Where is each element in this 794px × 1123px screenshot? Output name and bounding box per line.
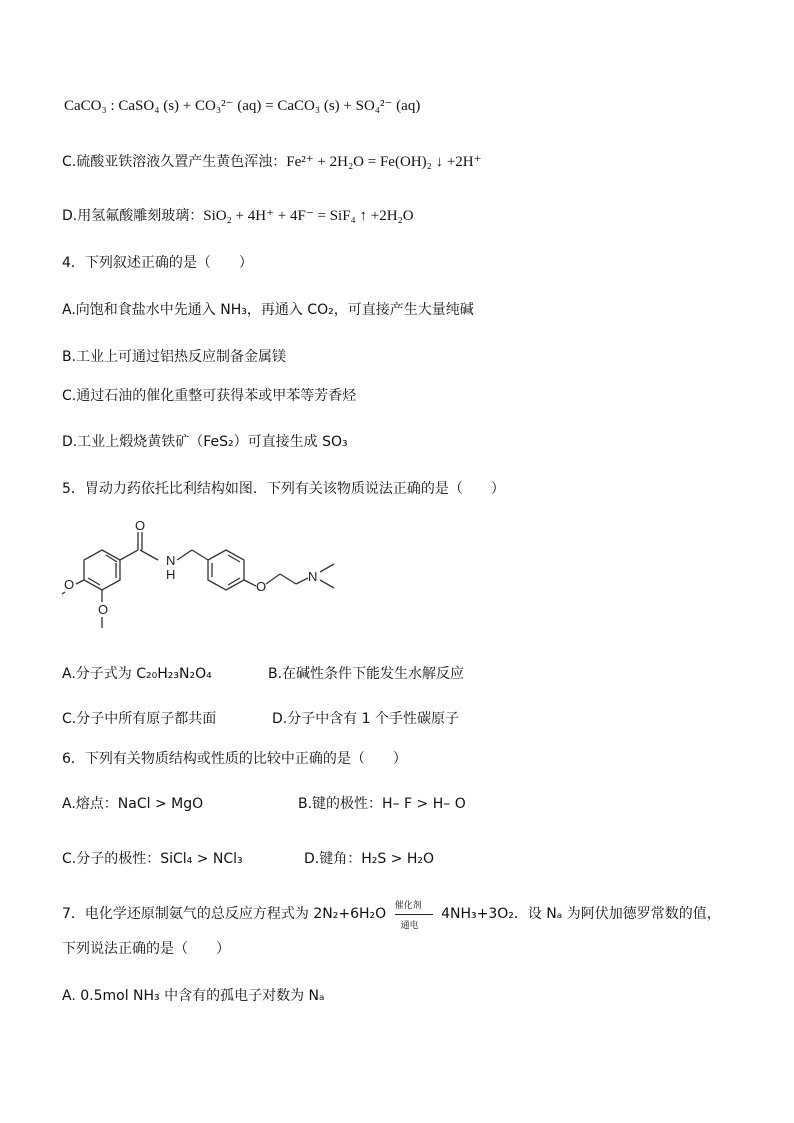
arrow-line xyxy=(395,914,433,915)
q7-stem-line1 xyxy=(62,901,721,931)
q7-stem-line2: 下列说法正确的是（ ） xyxy=(62,941,230,957)
atom-o-methoxy: O xyxy=(64,577,75,592)
benzene-ring-1 xyxy=(84,550,120,590)
q4-option-d: D.工业上煅烧黄铁矿（FeS₂）可直接生成 SO₃ xyxy=(62,434,348,450)
q6-stem: 6．下列有关物质结构或性质的比较中正确的是（ ） xyxy=(62,751,407,767)
bond xyxy=(62,592,65,598)
atom-h-amide: H xyxy=(166,567,176,582)
q3-option-c-equation: Fe²⁺ + 2H₂O = Fe(OH)₂ ↓ +2H⁺ xyxy=(286,154,482,170)
q5-option-d: D.分子中含有 1 个手性碳原子 xyxy=(272,711,460,727)
bond xyxy=(140,550,158,560)
atom-o-methoxy: O xyxy=(98,602,109,617)
equation-line: CaCO₃ : CaSO₄ (s) + CO₃²⁻ (aq) = CaCO₃ (s) + SO₄²⁻ (aq) xyxy=(64,98,421,114)
q5-option-c: C.分子中所有原子都共面 xyxy=(62,711,217,727)
q7-option-a: A. 0.5mol NH₃ 中含有的孤电子对数为 Nₐ xyxy=(62,988,325,1004)
ring1-double-bond xyxy=(106,555,117,562)
atom-o-ether: O xyxy=(256,579,267,594)
bond xyxy=(296,578,308,584)
bond xyxy=(244,580,256,586)
bond xyxy=(266,574,280,584)
bond xyxy=(76,580,84,584)
bond xyxy=(320,580,334,588)
q7-stem-part1: 7．电化学还原制氨气的总反应方程式为 2N₂+6H₂O xyxy=(62,906,387,922)
arrow-catalyst-label: 催化剂 xyxy=(394,901,422,911)
q3-option-c-text: C.硫酸亚铁溶液久置产生黄色浑浊： xyxy=(62,154,287,170)
q3-option-d-text: D.用氢氟酸雕刻玻璃： xyxy=(62,208,204,224)
q7-stem-part2: 4NH₃+3O₂．设 Nₐ 为阿伏加德罗常数的值， xyxy=(441,906,721,922)
atom-o-carbonyl: O xyxy=(135,518,146,533)
reaction-arrow xyxy=(391,901,437,931)
q6-option-d: D.键角：H₂S > H₂O xyxy=(304,851,435,867)
q4-option-c: C.通过石油的催化重整可获得苯或甲苯等芳香烃 xyxy=(62,388,357,404)
q6-option-a: A.熔点：NaCl > MgO xyxy=(62,796,204,812)
q4-option-a: A.向饱和食盐水中先通入 NH₃，再通入 CO₂，可直接产生大量纯碱 xyxy=(62,302,474,318)
q4-stem: 4．下列叙述正确的是（ ） xyxy=(62,255,253,271)
bond xyxy=(320,564,334,572)
bond xyxy=(177,550,192,560)
bond xyxy=(280,574,296,584)
bond xyxy=(120,550,138,560)
benzene-ring-2 xyxy=(208,550,244,590)
q4-option-b: B.工业上可通过铝热反应制备金属镁 xyxy=(62,349,287,365)
q5-option-b: B.在碱性条件下能发生水解反应 xyxy=(268,666,465,682)
arrow-electrolysis-label: 通电 xyxy=(400,921,419,931)
atom-n-amine: N xyxy=(308,569,318,584)
atom-n-amide: N xyxy=(166,553,176,568)
bond xyxy=(192,550,208,560)
q3-option-c xyxy=(62,152,482,172)
q3-option-d-equation: SiO₂ + 4H⁺ + 4F⁻ = SiF₄ ↑ +2H₂O xyxy=(203,208,414,224)
q5-stem: 5．胃动力药依托比利结构如图．下列有关该物质说法正确的是（ ） xyxy=(62,481,505,497)
q5-option-a: A.分子式为 C₂₀H₂₃N₂O₄ xyxy=(62,666,212,682)
q6-option-c: C.分子的极性：SiCl₄ > NCl₃ xyxy=(62,851,243,867)
molecule-structure-diagram xyxy=(62,518,342,630)
q3-option-d xyxy=(62,206,414,226)
q6-option-b: B.键的极性：H– F > H– O xyxy=(298,796,466,812)
